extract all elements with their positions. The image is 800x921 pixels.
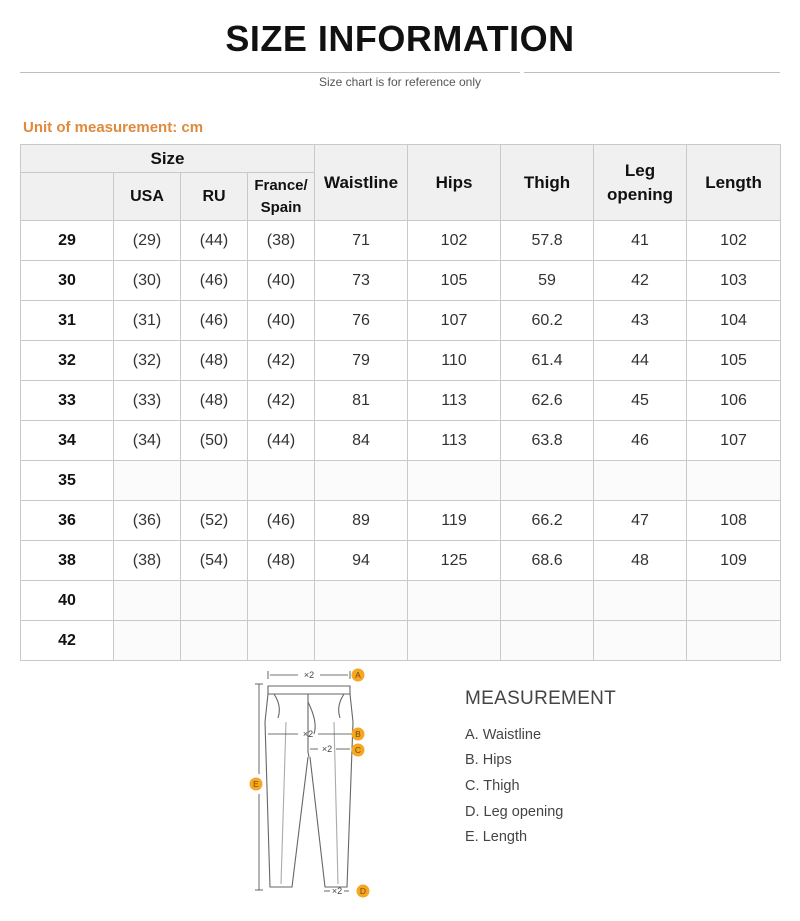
- cell-thigh: [501, 621, 594, 661]
- cell-usa: (32): [114, 341, 181, 381]
- cell-thigh: 60.2: [501, 301, 594, 341]
- cell-leg: 46: [594, 421, 687, 461]
- header-length: Length: [687, 145, 781, 221]
- cell-ru: (50): [181, 421, 248, 461]
- cell-size: 40: [21, 581, 114, 621]
- cell-length: [687, 621, 781, 661]
- table-row: [21, 621, 781, 661]
- cell-waistline: 79: [315, 341, 408, 381]
- cell-ru: (52): [181, 501, 248, 541]
- cell-leg: [594, 461, 687, 501]
- cell-hips: 125: [408, 541, 501, 581]
- cell-leg: 45: [594, 381, 687, 421]
- cell-hips: 119: [408, 501, 501, 541]
- cell-leg: 41: [594, 221, 687, 261]
- cell-fr: (44): [248, 421, 315, 461]
- cell-fr: (40): [248, 261, 315, 301]
- table-row: [21, 421, 781, 461]
- cell-hips: 113: [408, 381, 501, 421]
- cell-thigh: [501, 581, 594, 621]
- cell-leg: 48: [594, 541, 687, 581]
- cell-ru: [181, 581, 248, 621]
- cell-thigh: 66.2: [501, 501, 594, 541]
- marker-b-label: B: [355, 729, 361, 739]
- cell-waistline: 94: [315, 541, 408, 581]
- diagram-times-two-b: ×2: [302, 729, 314, 739]
- cell-thigh: 62.6: [501, 381, 594, 421]
- cell-ru: (44): [181, 221, 248, 261]
- measurement-item-length: E. Length: [465, 829, 528, 845]
- cell-waistline: 89: [315, 501, 408, 541]
- cell-waistline: [315, 461, 408, 501]
- subtitle: Size chart is for reference only: [318, 75, 482, 89]
- cell-hips: [408, 581, 501, 621]
- table-row: [21, 261, 781, 301]
- cell-usa: (33): [114, 381, 181, 421]
- cell-length: 107: [687, 421, 781, 461]
- cell-ru: (48): [181, 381, 248, 421]
- cell-thigh: 57.8: [501, 221, 594, 261]
- cell-fr: (38): [248, 221, 315, 261]
- cell-ru: (54): [181, 541, 248, 581]
- cell-size: 35: [21, 461, 114, 501]
- table-row: [21, 221, 781, 261]
- measurement-item-waistline: A. Waistline: [465, 727, 542, 743]
- table-row: [21, 381, 781, 421]
- cell-waistline: 73: [315, 261, 408, 301]
- cell-ru: (48): [181, 341, 248, 381]
- cell-waistline: 71: [315, 221, 408, 261]
- cell-size: 34: [21, 421, 114, 461]
- cell-length: 103: [687, 261, 781, 301]
- cell-hips: 102: [408, 221, 501, 261]
- cell-usa: (29): [114, 221, 181, 261]
- measurement-title: MEASUREMENT: [465, 688, 617, 709]
- marker-a-label: A: [355, 670, 361, 680]
- cell-length: 104: [687, 301, 781, 341]
- cell-waistline: [315, 621, 408, 661]
- measurement-item-leg-opening: D. Leg opening: [465, 804, 564, 820]
- cell-thigh: 59: [501, 261, 594, 301]
- cell-leg: [594, 621, 687, 661]
- cell-ru: [181, 621, 248, 661]
- cell-thigh: [501, 461, 594, 501]
- cell-usa: (38): [114, 541, 181, 581]
- cell-ru: (46): [181, 301, 248, 341]
- cell-hips: [408, 621, 501, 661]
- measurement-item-hips: B. Hips: [465, 752, 512, 768]
- cell-usa: [114, 581, 181, 621]
- cell-hips: 107: [408, 301, 501, 341]
- cell-leg: [594, 581, 687, 621]
- cell-leg: 42: [594, 261, 687, 301]
- cell-usa: [114, 621, 181, 661]
- table-row: [21, 541, 781, 581]
- cell-length: 106: [687, 381, 781, 421]
- cell-fr: (48): [248, 541, 315, 581]
- table-row: [21, 461, 781, 501]
- measurement-item-thigh: C. Thigh: [465, 778, 520, 794]
- cell-fr: (42): [248, 341, 315, 381]
- cell-length: 102: [687, 221, 781, 261]
- marker-d-label: D: [359, 886, 367, 896]
- pants-measurement-diagram: [248, 662, 372, 902]
- size-table: [20, 144, 781, 661]
- header-france-spain: France/ Spain: [248, 173, 315, 221]
- cell-thigh: 63.8: [501, 421, 594, 461]
- cell-length: 109: [687, 541, 781, 581]
- cell-usa: [114, 461, 181, 501]
- divider-left: [20, 72, 520, 73]
- page-title: SIZE INFORMATION: [225, 18, 575, 59]
- header-thigh: Thigh: [501, 145, 594, 221]
- marker-e-label: E: [253, 779, 259, 789]
- diagram-times-two-d: ×2: [331, 886, 343, 896]
- cell-waistline: [315, 581, 408, 621]
- size-table-body: [21, 221, 781, 661]
- cell-size: 38: [21, 541, 114, 581]
- cell-leg: 44: [594, 341, 687, 381]
- cell-leg: 43: [594, 301, 687, 341]
- cell-length: 105: [687, 341, 781, 381]
- cell-size: 33: [21, 381, 114, 421]
- cell-size: 30: [21, 261, 114, 301]
- table-row: [21, 301, 781, 341]
- cell-thigh: 61.4: [501, 341, 594, 381]
- header-waistline: Waistline: [315, 145, 408, 221]
- cell-size: 29: [21, 221, 114, 261]
- cell-fr: [248, 581, 315, 621]
- unit-label: Unit of measurement: cm: [23, 119, 204, 136]
- cell-fr: (40): [248, 301, 315, 341]
- header-size-blank: [21, 173, 114, 221]
- cell-size: 32: [21, 341, 114, 381]
- diagram-times-two-c: ×2: [321, 744, 333, 754]
- marker-c-label: C: [354, 745, 362, 755]
- table-row: [21, 581, 781, 621]
- header-hips: Hips: [408, 145, 501, 221]
- cell-fr: (46): [248, 501, 315, 541]
- cell-usa: (34): [114, 421, 181, 461]
- cell-hips: 113: [408, 421, 501, 461]
- cell-leg: 47: [594, 501, 687, 541]
- cell-waistline: 81: [315, 381, 408, 421]
- cell-waistline: 84: [315, 421, 408, 461]
- cell-size: 36: [21, 501, 114, 541]
- header-ru: RU: [181, 173, 248, 221]
- cell-fr: [248, 621, 315, 661]
- cell-usa: (36): [114, 501, 181, 541]
- cell-usa: (31): [114, 301, 181, 341]
- diagram-times-two-a: ×2: [303, 670, 315, 680]
- cell-ru: (46): [181, 261, 248, 301]
- cell-length: [687, 461, 781, 501]
- cell-fr: [248, 461, 315, 501]
- cell-hips: [408, 461, 501, 501]
- cell-usa: (30): [114, 261, 181, 301]
- header-usa: USA: [114, 173, 181, 221]
- cell-fr: (42): [248, 381, 315, 421]
- cell-size: 31: [21, 301, 114, 341]
- cell-length: 108: [687, 501, 781, 541]
- cell-hips: 105: [408, 261, 501, 301]
- table-row: [21, 501, 781, 541]
- cell-size: 42: [21, 621, 114, 661]
- size-group-header: Size: [21, 145, 315, 173]
- cell-ru: [181, 461, 248, 501]
- divider-right: [524, 72, 780, 73]
- cell-hips: 110: [408, 341, 501, 381]
- cell-thigh: 68.6: [501, 541, 594, 581]
- header-leg-opening: Leg opening: [594, 145, 687, 221]
- table-row: [21, 341, 781, 381]
- cell-length: [687, 581, 781, 621]
- cell-waistline: 76: [315, 301, 408, 341]
